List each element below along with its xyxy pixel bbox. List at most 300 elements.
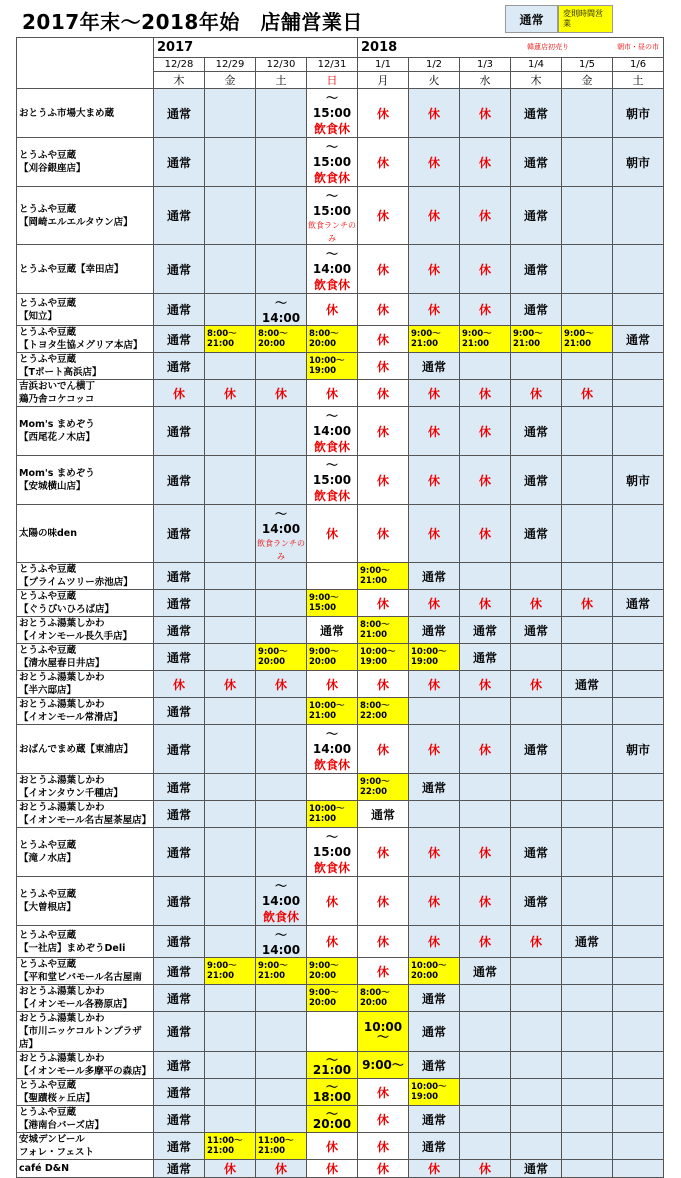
schedule-cell (613, 353, 664, 380)
schedule-cell: 休 (409, 407, 460, 456)
schedule-cell (511, 958, 562, 985)
store-row (17, 828, 664, 877)
store-name: とうふや豆蔵 【一社店】まめぞうDeli (17, 926, 154, 958)
schedule-cell: 休 (307, 926, 358, 958)
schedule-cell (460, 1012, 511, 1052)
schedule-cell: 通常 (154, 725, 205, 774)
schedule-cell: 9:00～ 22:00 (358, 774, 409, 801)
schedule-cell: ～15:00 飲食休 (307, 138, 358, 187)
store-name: 吉浜おいでん横丁 鶏乃舎コケコッコ (17, 380, 154, 407)
schedule-cell (511, 1012, 562, 1052)
schedule-cell: 休 (358, 326, 409, 353)
schedule-cell: 休 (358, 187, 409, 245)
store-name: とうふや豆蔵 【トヨタ生協メグリア本店】 (17, 326, 154, 353)
schedule-cell (205, 1106, 256, 1133)
schedule-cell: 通常 (154, 505, 205, 563)
schedule-cell (256, 353, 307, 380)
store-row (17, 407, 664, 456)
schedule-cell: 通常 (154, 644, 205, 671)
schedule-cell: 通常 (154, 698, 205, 725)
schedule-cell: 休 (154, 380, 205, 407)
legend-variable-hours: 変則時間営業 (558, 5, 613, 33)
legend-normal: 通常 (505, 5, 558, 33)
schedule-cell (562, 617, 613, 644)
weekday-header: 月 (358, 72, 409, 89)
schedule-cell: 通常 (511, 617, 562, 644)
schedule-cell (562, 353, 613, 380)
schedule-cell: 休 (460, 926, 511, 958)
schedule-cell (613, 1160, 664, 1178)
schedule-cell: 休 (358, 725, 409, 774)
schedule-cell: 通常 (409, 774, 460, 801)
schedule-cell: 通常 (154, 89, 205, 138)
schedule-cell: ～14:00 (256, 926, 307, 958)
schedule-cell: 通常 (307, 617, 358, 644)
schedule-cell: 休 (205, 380, 256, 407)
schedule-cell: 通常 (409, 563, 460, 590)
weekday-header: 金 (562, 72, 613, 89)
schedule-cell (256, 698, 307, 725)
date-header: 12/29 (205, 58, 256, 72)
schedule-cell (613, 563, 664, 590)
schedule-cell: 休 (358, 294, 409, 326)
schedule-cell: ～15:00 飲食休 (307, 89, 358, 138)
store-row (17, 563, 664, 590)
schedule-cell: 休 (205, 671, 256, 698)
schedule-cell (307, 774, 358, 801)
schedule-cell: 休 (409, 245, 460, 294)
schedule-cell (562, 138, 613, 187)
schedule-cell: 8:00～ 21:00 (205, 326, 256, 353)
schedule-cell: 10:00～ (358, 1012, 409, 1052)
schedule-cell (256, 245, 307, 294)
schedule-cell: 通常 (154, 926, 205, 958)
schedule-cell: 通常 (511, 407, 562, 456)
schedule-cell (460, 353, 511, 380)
store-name: とうふや豆蔵 【岡崎エルエルタウン店】 (17, 187, 154, 245)
schedule-cell: 通常 (154, 294, 205, 326)
schedule-cell: 通常 (511, 245, 562, 294)
store-name: おとうふ湯葉しかわ 【イオンモール各務原店】 (17, 985, 154, 1012)
store-row (17, 89, 664, 138)
schedule-cell: ～14:00 飲食休 (256, 877, 307, 926)
schedule-cell (613, 1106, 664, 1133)
schedule-cell: 休 (409, 89, 460, 138)
schedule-cell (256, 1052, 307, 1079)
corner-cell (17, 38, 154, 89)
date-header: 12/28 (154, 58, 205, 72)
schedule-cell (613, 958, 664, 985)
date-header: 1/6 (613, 58, 664, 72)
schedule-cell: 通常 (154, 801, 205, 828)
store-name: Mom's まめぞう 【安城横山店】 (17, 456, 154, 505)
schedule-cell: 9:00～ 21:00 (256, 958, 307, 985)
store-row (17, 138, 664, 187)
schedule-cell (205, 590, 256, 617)
schedule-cell: 休 (307, 1133, 358, 1160)
schedule-cell: 休 (460, 725, 511, 774)
store-name: おとうふ湯葉しかわ 【イオンタウン千種店】 (17, 774, 154, 801)
schedule-cell: 休 (307, 877, 358, 926)
schedule-cell (205, 774, 256, 801)
schedule-cell (256, 590, 307, 617)
schedule-cell: 休 (358, 877, 409, 926)
schedule-cell (205, 877, 256, 926)
store-name: とうふや豆蔵 【平和堂ビバモール名古屋南 (17, 958, 154, 985)
schedule-cell (562, 698, 613, 725)
schedule-cell: 休 (307, 294, 358, 326)
schedule-cell: 通常 (409, 1012, 460, 1052)
schedule-cell: ～21:00 (307, 1052, 358, 1079)
schedule-cell: 8:00～ 20:00 (358, 985, 409, 1012)
schedule-cell: 休 (358, 245, 409, 294)
schedule-cell (256, 89, 307, 138)
note-morning-market: 朝市・昼の市 (617, 43, 660, 51)
schedule-cell (613, 828, 664, 877)
schedule-cell: ～15:00 飲食休 (307, 456, 358, 505)
note-new-year-sale: 韓蓮店初売り (527, 43, 570, 51)
schedule-cell: 休 (460, 407, 511, 456)
schedule-cell: 休 (307, 505, 358, 563)
store-name: とうふや豆蔵 【Tポート高浜店】 (17, 353, 154, 380)
schedule-cell (562, 456, 613, 505)
schedule-cell: 休 (205, 1160, 256, 1178)
store-name: café D&N (17, 1160, 154, 1178)
schedule-cell (562, 985, 613, 1012)
schedule-cell: 休 (358, 138, 409, 187)
store-name: おとうふ湯葉しかわ 【市川ニッケコルトンプラザ店】 (17, 1012, 154, 1052)
schedule-cell: 朝市 (613, 138, 664, 187)
schedule-cell (562, 1106, 613, 1133)
schedule-cell: 通常 (154, 456, 205, 505)
schedule-cell: ～15:00 飲食休 (307, 828, 358, 877)
store-row (17, 1160, 664, 1178)
schedule-cell: 休 (460, 89, 511, 138)
store-row (17, 725, 664, 774)
store-row (17, 774, 664, 801)
store-row (17, 1052, 664, 1079)
schedule-cell: 休 (358, 926, 409, 958)
schedule-cell (562, 1160, 613, 1178)
schedule-cell: ～14:00 飲食休 (307, 725, 358, 774)
schedule-cell (205, 89, 256, 138)
schedule-cell: 通常 (154, 407, 205, 456)
date-header: 12/30 (256, 58, 307, 72)
schedule-cell (613, 380, 664, 407)
schedule-cell: 休 (358, 407, 409, 456)
schedule-cell (205, 617, 256, 644)
schedule-cell (562, 1052, 613, 1079)
schedule-cell (562, 1012, 613, 1052)
schedule-cell (460, 698, 511, 725)
store-name: とうふや豆蔵 【港南台バーズ店】 (17, 1106, 154, 1133)
schedule-cell: 休 (460, 187, 511, 245)
schedule-cell: 11:00～ 21:00 (256, 1133, 307, 1160)
schedule-cell (205, 1012, 256, 1052)
schedule-cell: 休 (358, 380, 409, 407)
schedule-cell (460, 774, 511, 801)
schedule-cell: 通常 (460, 644, 511, 671)
store-row (17, 1079, 664, 1106)
schedule-cell (256, 407, 307, 456)
weekday-header: 木 (511, 72, 562, 89)
store-row (17, 698, 664, 725)
schedule-cell: 通常 (511, 505, 562, 563)
schedule-cell: 通常 (511, 294, 562, 326)
schedule-cell: 通常 (154, 1160, 205, 1178)
schedule-cell: 休 (358, 1133, 409, 1160)
schedule-cell (613, 671, 664, 698)
schedule-cell: 通常 (511, 725, 562, 774)
schedule-cell (256, 187, 307, 245)
store-name: とうふや豆蔵 【プライムツリー赤池店】 (17, 563, 154, 590)
schedule-cell: 通常 (460, 958, 511, 985)
store-row (17, 326, 664, 353)
schedule-cell (562, 1133, 613, 1160)
schedule-cell: 8:00～ 22:00 (358, 698, 409, 725)
schedule-cell (613, 1133, 664, 1160)
schedule-cell (256, 456, 307, 505)
schedule-cell (460, 801, 511, 828)
schedule-cell: 通常 (613, 326, 664, 353)
schedule-cell: 9:00～ 21:00 (409, 326, 460, 353)
weekday-header: 土 (256, 72, 307, 89)
schedule-cell (562, 407, 613, 456)
schedule-cell (613, 644, 664, 671)
schedule-cell (613, 926, 664, 958)
schedule-cell (613, 801, 664, 828)
schedule-cell: 通常 (154, 774, 205, 801)
weekday-header: 土 (613, 72, 664, 89)
schedule-cell: 休 (460, 877, 511, 926)
schedule-cell: 通常 (511, 187, 562, 245)
schedule-cell: 通常 (358, 801, 409, 828)
schedule-cell: 10:00～ 19:00 (409, 644, 460, 671)
schedule-cell (205, 828, 256, 877)
schedule-cell: 休 (460, 456, 511, 505)
schedule-cell (562, 958, 613, 985)
schedule-cell: 通常 (154, 353, 205, 380)
schedule-cell (562, 1079, 613, 1106)
schedule-cell (562, 774, 613, 801)
schedule-cell: 10:00～ 19:00 (358, 644, 409, 671)
schedule-cell: 通常 (154, 828, 205, 877)
schedule-cell: 8:00～ 21:00 (358, 617, 409, 644)
schedule-cell (613, 985, 664, 1012)
store-row (17, 187, 664, 245)
date-header: 1/5 (562, 58, 613, 72)
schedule-cell: 休 (409, 138, 460, 187)
schedule-cell (205, 801, 256, 828)
schedule-cell (205, 725, 256, 774)
schedule-cell: 休 (409, 187, 460, 245)
schedule-cell: 休 (460, 1160, 511, 1178)
schedule-cell: 9:00～ 15:00 (307, 590, 358, 617)
schedule-cell (562, 725, 613, 774)
store-name: とうふや豆蔵 【知立】 (17, 294, 154, 326)
schedule-cell: 通常 (154, 1012, 205, 1052)
schedule-cell: 通常 (154, 877, 205, 926)
store-row (17, 294, 664, 326)
schedule-cell (562, 828, 613, 877)
store-name: とうふや豆蔵 【大曽根店】 (17, 877, 154, 926)
schedule-cell: ～20:00 (307, 1106, 358, 1133)
weekday-header: 日 (307, 72, 358, 89)
schedule-cell: 通常 (409, 985, 460, 1012)
schedule-cell: 9:00～ 21:00 (562, 326, 613, 353)
schedule-cell (511, 1079, 562, 1106)
schedule-cell: 11:00～ 21:00 (205, 1133, 256, 1160)
schedule-cell: 8:00～ 20:00 (256, 326, 307, 353)
date-header: 1/3 (460, 58, 511, 72)
schedule-cell: 朝市 (613, 89, 664, 138)
store-row (17, 985, 664, 1012)
schedule-cell: 休 (358, 505, 409, 563)
schedule-cell (205, 926, 256, 958)
schedule-cell (511, 774, 562, 801)
schedule-cell: 9:00～ 21:00 (460, 326, 511, 353)
schedule-cell: 通常 (613, 590, 664, 617)
schedule-cell (511, 1133, 562, 1160)
schedule-cell (613, 698, 664, 725)
schedule-cell: 休 (358, 671, 409, 698)
store-name: とうふや豆蔵 【刈谷銀座店】 (17, 138, 154, 187)
schedule-cell (613, 407, 664, 456)
schedule-cell (613, 245, 664, 294)
schedule-cell: 通常 (154, 590, 205, 617)
schedule-cell: 休 (358, 1106, 409, 1133)
schedule-cell: 休 (460, 245, 511, 294)
schedule-cell: 休 (358, 958, 409, 985)
schedule-cell: 休 (460, 294, 511, 326)
schedule-cell (562, 801, 613, 828)
weekday-header: 火 (409, 72, 460, 89)
date-header: 1/4 (511, 58, 562, 72)
schedule-cell: 休 (460, 590, 511, 617)
schedule-cell (256, 801, 307, 828)
schedule-cell: 休 (307, 671, 358, 698)
schedule-cell (562, 644, 613, 671)
store-row (17, 590, 664, 617)
store-row (17, 958, 664, 985)
store-row (17, 617, 664, 644)
schedule-cell: ～14:00 飲食ランチのみ (256, 505, 307, 563)
schedule-cell (205, 505, 256, 563)
schedule-cell: 通常 (511, 138, 562, 187)
schedule-cell: 朝市 (613, 456, 664, 505)
schedule-cell (205, 456, 256, 505)
store-row (17, 1012, 664, 1052)
schedule-cell (562, 505, 613, 563)
store-row (17, 926, 664, 958)
schedule-cell (613, 774, 664, 801)
schedule-cell (511, 1052, 562, 1079)
schedule-cell (460, 1079, 511, 1106)
schedule-cell: 休 (562, 380, 613, 407)
schedule-cell (460, 563, 511, 590)
schedule-cell (562, 187, 613, 245)
schedule-cell: 休 (358, 1160, 409, 1178)
schedule-cell: 通常 (154, 1106, 205, 1133)
schedule-cell (562, 89, 613, 138)
schedule-cell: 休 (409, 671, 460, 698)
date-header: 1/2 (409, 58, 460, 72)
schedule-cell: 9:00～ 20:00 (307, 985, 358, 1012)
weekday-header: 金 (205, 72, 256, 89)
schedule-cell (613, 505, 664, 563)
schedule-cell: 9:00～ 20:00 (307, 644, 358, 671)
year-2017: 2017 (154, 38, 358, 58)
schedule-cell: 通常 (562, 926, 613, 958)
store-row (17, 380, 664, 407)
store-name: おばんでまめ蔵【東浦店】 (17, 725, 154, 774)
schedule-cell (511, 563, 562, 590)
schedule-cell: 通常 (511, 89, 562, 138)
schedule-cell: 通常 (409, 1133, 460, 1160)
store-row (17, 456, 664, 505)
store-name: おとうふ湯葉しかわ 【半六邸店】 (17, 671, 154, 698)
schedule-cell: 9:00～ 21:00 (205, 958, 256, 985)
schedule-cell: 休 (358, 353, 409, 380)
schedule-cell: 休 (256, 1160, 307, 1178)
schedule-cell: 通常 (511, 877, 562, 926)
schedule-cell (256, 725, 307, 774)
schedule-cell: 休 (511, 590, 562, 617)
store-name: おとうふ湯葉しかわ 【イオンモール多摩平の森店】 (17, 1052, 154, 1079)
store-row (17, 353, 664, 380)
schedule-cell: 休 (511, 671, 562, 698)
schedule-cell: ～15:00 飲食ランチのみ (307, 187, 358, 245)
schedule-cell (256, 1106, 307, 1133)
schedule-cell (205, 698, 256, 725)
schedule-cell: 9:00～ 20:00 (307, 958, 358, 985)
schedule-cell: 休 (460, 828, 511, 877)
schedule-cell (205, 187, 256, 245)
schedule-cell: 通常 (154, 563, 205, 590)
schedule-cell (511, 985, 562, 1012)
schedule-cell: 休 (409, 590, 460, 617)
schedule-cell (205, 407, 256, 456)
schedule-cell: 9:00～ 21:00 (511, 326, 562, 353)
schedule-cell: 9:00～ 20:00 (256, 644, 307, 671)
store-row (17, 245, 664, 294)
schedule-cell (460, 1133, 511, 1160)
schedule-cell (256, 138, 307, 187)
schedule-cell (256, 985, 307, 1012)
schedule-cell: 朝市 (613, 725, 664, 774)
schedule-cell (613, 187, 664, 245)
schedule-cell: 通常 (154, 985, 205, 1012)
schedule-cell (205, 644, 256, 671)
schedule-cell: 10:00～ 19:00 (307, 353, 358, 380)
schedule-cell: 休 (460, 671, 511, 698)
schedule-cell: 休 (460, 138, 511, 187)
schedule-cell: 10:00～ 21:00 (307, 801, 358, 828)
schedule-cell (409, 801, 460, 828)
weekday-header: 水 (460, 72, 511, 89)
schedule-cell: 10:00～ 19:00 (409, 1079, 460, 1106)
schedule-cell: 通常 (154, 138, 205, 187)
schedule-cell: 休 (562, 590, 613, 617)
store-name: 安城デンビール フォレ・フェスト (17, 1133, 154, 1160)
store-row (17, 505, 664, 563)
schedule-cell (562, 294, 613, 326)
store-name: とうふや豆蔵 【清水屋春日井店】 (17, 644, 154, 671)
store-row (17, 671, 664, 698)
schedule-cell: 通常 (409, 353, 460, 380)
schedule-cell (562, 563, 613, 590)
schedule-cell: 休 (358, 590, 409, 617)
